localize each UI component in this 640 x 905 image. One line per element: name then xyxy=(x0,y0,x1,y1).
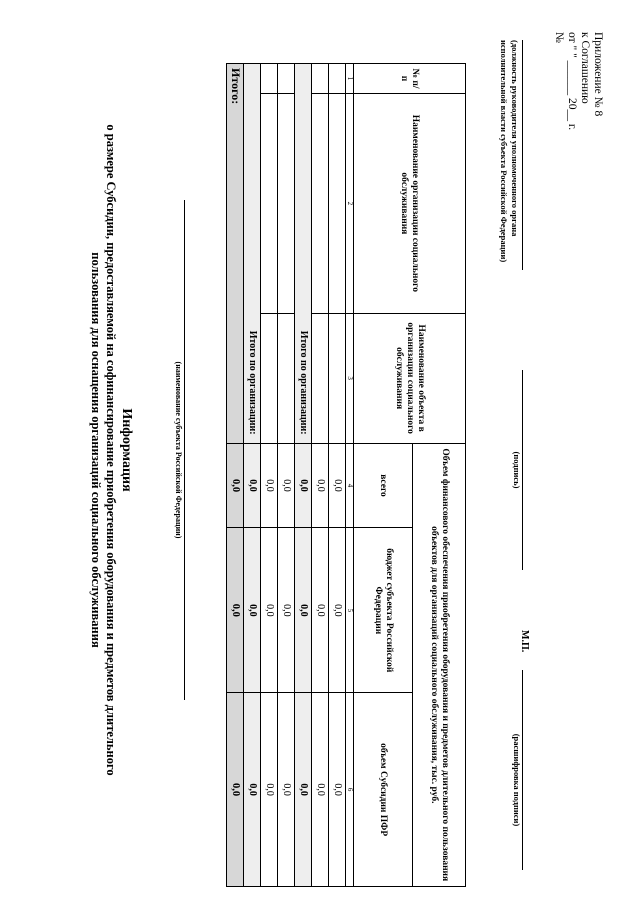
appendix-block xyxy=(552,32,604,232)
appendix-agreement: к Соглашению xyxy=(579,32,591,104)
cell-number xyxy=(312,64,329,94)
cell-organization xyxy=(312,93,329,313)
header-pfr-subsidy: объем Субсидии ПФР xyxy=(354,693,413,887)
subtotal-regional-budget: 0,0 xyxy=(295,528,312,693)
appendix-number: Приложение № 8 xyxy=(592,32,604,117)
cell-total: 0,0 xyxy=(261,443,278,528)
cell-regional-budget: 0,0 xyxy=(312,528,329,693)
subtotal-total: 0,0 xyxy=(244,443,261,528)
cell-regional-budget: 0,0 xyxy=(261,528,278,693)
table-row xyxy=(329,64,346,887)
column-number: 6 xyxy=(346,693,354,887)
cell-regional-budget: 0,0 xyxy=(329,528,346,693)
cell-organization xyxy=(261,93,278,313)
total-label xyxy=(227,64,244,444)
subject-caption: (наименование субъекта Российской Федерации) xyxy=(174,361,183,539)
cell-total: 0,0 xyxy=(312,443,329,528)
decode-signature-line xyxy=(522,670,523,870)
cell-organization xyxy=(329,93,346,313)
cell-number xyxy=(261,64,278,94)
stamp-place-label: М.П. xyxy=(519,630,530,653)
total-regional-budget: 0,0 xyxy=(227,528,244,693)
subtotal-pfr-subsidy: 0,0 xyxy=(244,693,261,887)
document-title xyxy=(88,40,135,860)
signature-line xyxy=(522,370,523,570)
subtotal-pfr-subsidy: 0,0 xyxy=(295,693,312,887)
cell-pfr-subsidy: 0,0 xyxy=(261,693,278,887)
column-number: 2 xyxy=(346,93,354,313)
header-financing-group: Объем финансового обеспечения приобретения оборудования и предметов длительного пользования объектов для организаций социального обслуживания, тыс. руб. xyxy=(413,443,466,886)
cell-object xyxy=(329,313,346,443)
cell-regional-budget: 0,0 xyxy=(278,528,295,693)
title-line-3: пользования для оснащения организаций социального обслуживания xyxy=(89,252,103,648)
cell-object xyxy=(278,313,295,443)
table-row xyxy=(261,64,278,887)
cell-object xyxy=(261,313,278,443)
organization-subtotal-row xyxy=(295,64,312,887)
title-heading: Информация xyxy=(119,408,134,492)
cell-total: 0,0 xyxy=(278,443,295,528)
total-label-text: Итого: xyxy=(229,68,243,105)
cell-pfr-subsidy: 0,0 xyxy=(278,693,295,887)
grand-total-row xyxy=(227,64,244,887)
cell-pfr-subsidy: 0,0 xyxy=(329,693,346,887)
cell-organization xyxy=(278,93,295,313)
signature-caption: (подпись) xyxy=(512,451,522,489)
header-regional-budget: бюджет субъекта Российской Федерации xyxy=(354,528,413,693)
table-row xyxy=(278,64,295,887)
decode-caption: (расшифровка подписи) xyxy=(512,733,522,827)
cell-number xyxy=(329,64,346,94)
column-number: 1 xyxy=(346,64,354,94)
cell-number xyxy=(278,64,295,94)
header-number: № п/п xyxy=(354,64,466,94)
header-object: Наименование объекта в организации социального обслуживания xyxy=(354,313,466,443)
column-number-row xyxy=(346,64,354,887)
subtotal-label: Итого по организации: xyxy=(244,64,261,444)
cell-total: 0,0 xyxy=(329,443,346,528)
table-row xyxy=(312,64,329,887)
subsidy-table xyxy=(226,63,466,887)
subject-underline xyxy=(184,200,185,700)
total-total: 0,0 xyxy=(227,443,244,528)
cell-pfr-subsidy: 0,0 xyxy=(312,693,329,887)
organization-subtotal-row xyxy=(244,64,261,887)
subtotal-label: Итого по организации: xyxy=(295,64,312,444)
column-number: 5 xyxy=(346,528,354,693)
column-number: 4 xyxy=(346,443,354,528)
subtotal-regional-budget: 0,0 xyxy=(244,528,261,693)
appendix-date: от " " ______ 20__ г. xyxy=(566,32,578,131)
position-signature-line xyxy=(522,40,523,270)
position-caption: (должность руководителя уполномоченного органа исполнительной власти субъекта Российской Федерации) xyxy=(499,40,520,263)
header-total: всего xyxy=(354,443,413,528)
title-line-2: о размере Субсидии, предоставляемой на софинансирование приобретения оборудования и предметов длительного xyxy=(104,124,118,776)
column-number: 3 xyxy=(346,313,354,443)
header-organization: Наименование организации социального обслуживания xyxy=(354,93,466,313)
appendix-no: № xyxy=(553,32,565,43)
cell-object xyxy=(312,313,329,443)
subtotal-total: 0,0 xyxy=(295,443,312,528)
total-pfr-subsidy: 0,0 xyxy=(227,693,244,887)
